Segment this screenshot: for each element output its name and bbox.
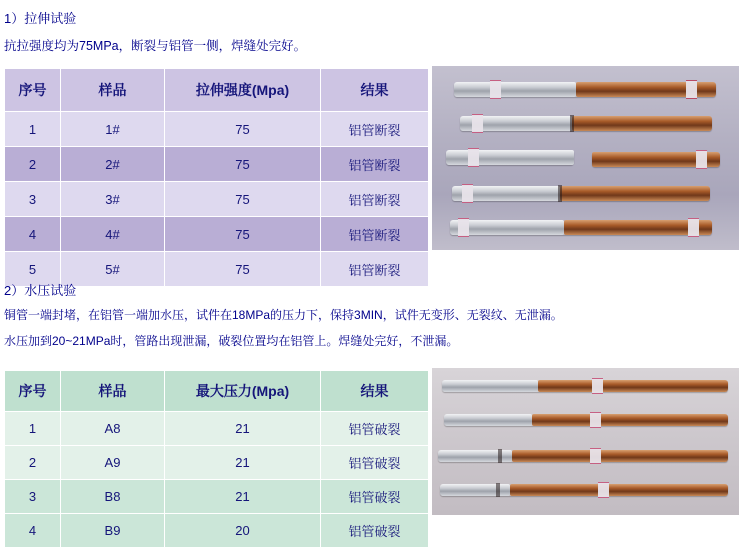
column-header-result: 结果 [321, 69, 429, 112]
specimen-tube [444, 414, 728, 426]
aluminium-section [446, 150, 574, 165]
cell-result: 铝管破裂 [321, 480, 429, 514]
cell-index: 1 [5, 412, 61, 446]
cell-result: 铝管断裂 [321, 112, 429, 147]
cell-pressure: 21 [165, 412, 321, 446]
tensile-test-table [4, 68, 429, 287]
specimen-tube [460, 116, 712, 131]
copper-section [560, 186, 710, 201]
cell-index: 3 [5, 182, 61, 217]
cell-sample: 1# [61, 112, 165, 147]
cell-index: 1 [5, 112, 61, 147]
copper-section [512, 450, 728, 462]
label-tag [468, 148, 479, 167]
cell-result: 铝管断裂 [321, 182, 429, 217]
table-header-row [5, 371, 429, 412]
cell-pressure: 20 [165, 514, 321, 548]
column-header-strength: 拉伸强度(Mpa) [165, 69, 321, 112]
table-header-row [5, 69, 429, 112]
cell-index: 2 [5, 147, 61, 182]
specimen-tube [440, 484, 728, 496]
table-row [5, 182, 429, 217]
cell-index: 5 [5, 252, 61, 287]
column-header-result: 结果 [321, 371, 429, 412]
cell-strength: 75 [165, 217, 321, 252]
label-tag [590, 448, 601, 464]
column-header-index: 序号 [5, 69, 61, 112]
section-2-paragraph-2: 水压加到20~21MPa时，管路出现泄漏，破裂位置均在铝管上。焊缝处完好，不泄漏。 [4, 334, 459, 348]
cell-sample: 4# [61, 217, 165, 252]
cell-sample: 2# [61, 147, 165, 182]
specimen-tube [452, 186, 710, 201]
label-tag [458, 218, 469, 237]
specimen-tube [454, 82, 716, 97]
column-header-sample: 样品 [61, 69, 165, 112]
table-row [5, 112, 429, 147]
cell-strength: 75 [165, 182, 321, 217]
specimen-tube [450, 220, 712, 235]
label-tag [592, 378, 603, 394]
cell-pressure: 21 [165, 446, 321, 480]
label-tag [472, 114, 483, 133]
cell-sample: 3# [61, 182, 165, 217]
copper-section [510, 484, 728, 496]
cell-index: 3 [5, 480, 61, 514]
cell-sample: A9 [61, 446, 165, 480]
cell-index: 4 [5, 514, 61, 548]
hydraulic-specimens-photo [432, 368, 739, 515]
cell-index: 4 [5, 217, 61, 252]
table-row [5, 217, 429, 252]
specimen-tube [592, 152, 720, 167]
cell-strength: 75 [165, 252, 321, 287]
cell-result: 铝管断裂 [321, 147, 429, 182]
cell-sample: 5# [61, 252, 165, 287]
label-tag [462, 184, 473, 203]
table-row [5, 480, 429, 514]
table-row [5, 147, 429, 182]
table-row [5, 446, 429, 480]
cell-pressure: 21 [165, 480, 321, 514]
column-header-index: 序号 [5, 371, 61, 412]
cell-strength: 75 [165, 112, 321, 147]
fracture-point [570, 115, 574, 132]
aluminium-section [442, 380, 538, 392]
cell-sample: B9 [61, 514, 165, 548]
label-tag [688, 218, 699, 237]
column-header-pressure: 最大压力(Mpa) [165, 371, 321, 412]
section-2-paragraph-1: 铜管一端封堵，在铝管一端加水压，试件在18MPa的压力下，保持3MIN，试件无变形、无裂纹、无泄漏。 [4, 308, 563, 322]
copper-section [532, 414, 728, 426]
specimen-tube [446, 150, 574, 165]
cell-sample: A8 [61, 412, 165, 446]
fracture-point [558, 185, 562, 202]
burst-point [498, 449, 502, 463]
cell-result: 铝管破裂 [321, 446, 429, 480]
section-1-heading: 1）拉伸试验 [4, 11, 77, 26]
label-tag [696, 150, 707, 169]
column-header-sample: 样品 [61, 371, 165, 412]
aluminium-section [454, 82, 576, 97]
table-row [5, 412, 429, 446]
cell-result: 铝管断裂 [321, 252, 429, 287]
label-tag [686, 80, 697, 99]
burst-point [496, 483, 500, 497]
hydraulic-test-table [4, 370, 429, 548]
label-tag [490, 80, 501, 99]
label-tag [598, 482, 609, 498]
cell-result: 铝管破裂 [321, 514, 429, 548]
copper-section [572, 116, 712, 131]
cell-index: 2 [5, 446, 61, 480]
specimen-tube [438, 450, 728, 462]
cell-result: 铝管破裂 [321, 412, 429, 446]
cell-strength: 75 [165, 147, 321, 182]
label-tag [590, 412, 601, 428]
tensile-specimens-photo [432, 66, 739, 250]
copper-section [538, 380, 728, 392]
section-1-paragraph: 抗拉强度均为75MPa，断裂与铝管一侧，焊缝处完好。 [4, 39, 307, 53]
aluminium-section [444, 414, 532, 426]
specimen-tube [442, 380, 728, 392]
cell-sample: B8 [61, 480, 165, 514]
section-2-heading: 2）水压试验 [4, 283, 77, 298]
table-row [5, 514, 429, 548]
cell-result: 铝管断裂 [321, 217, 429, 252]
